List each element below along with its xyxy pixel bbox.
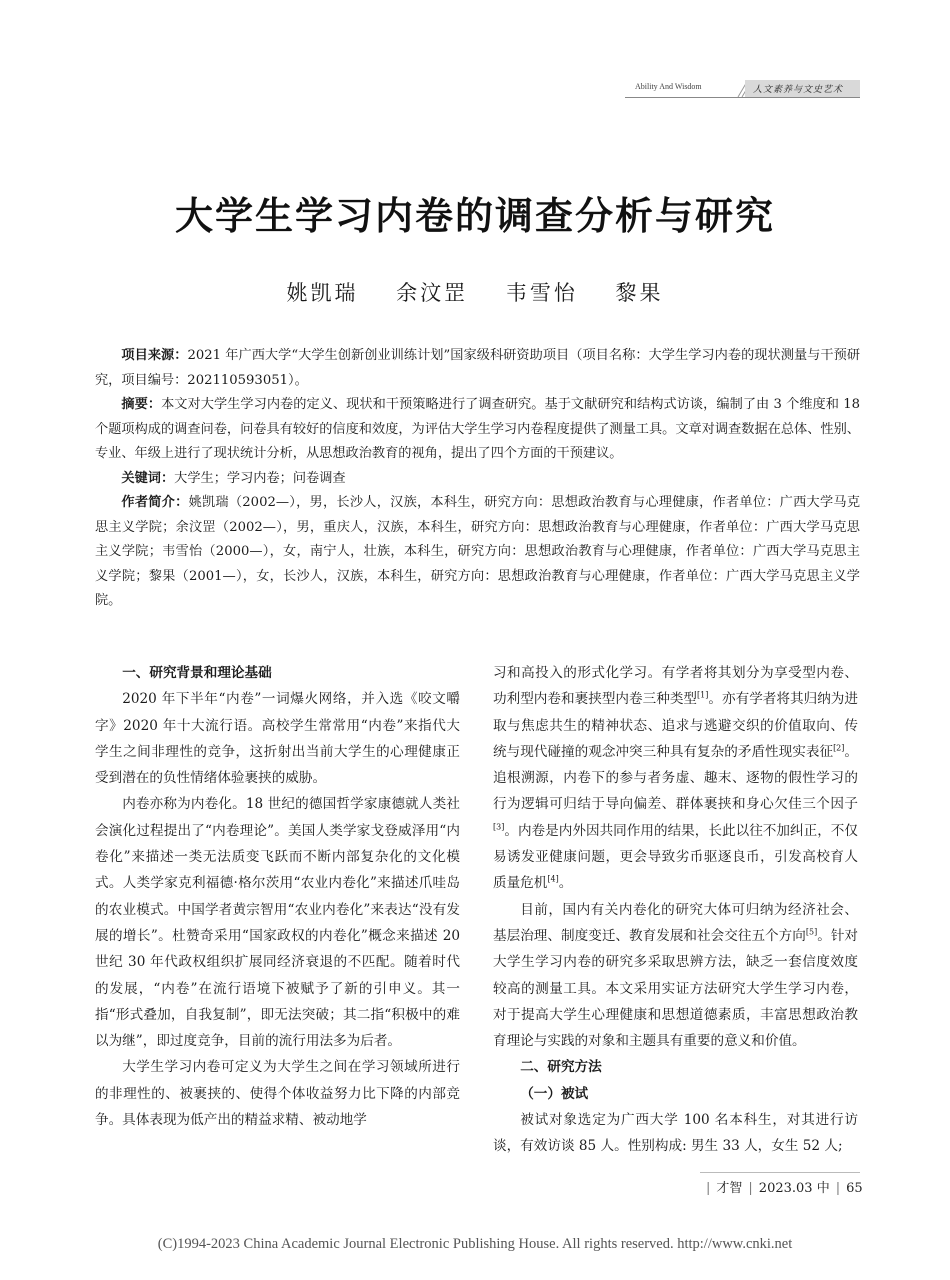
- author-list: [0, 277, 950, 307]
- text-run: 。内卷是内外因共同作用的结果，长此以往不加纠正，不仅易诱发亚健康问题，更会导致劣币驱逐良币，引发高校育人质量危机: [493, 822, 858, 892]
- keywords-label: 关键词：: [121, 470, 175, 486]
- header-rule: [625, 97, 860, 98]
- footer-issue: 2023.03 中: [758, 1181, 830, 1196]
- author-name: 姚凯瑞: [286, 281, 359, 305]
- paragraph: [493, 660, 858, 897]
- footer-separator: |: [706, 1181, 711, 1196]
- running-header: [625, 80, 860, 97]
- keywords: [95, 467, 860, 492]
- project-label: 项目来源：: [121, 348, 188, 363]
- text-run: 。针对大学生学习内卷的研究多采取思辨方法，缺乏一套信度效度较高的测量工具。本文采用实证方法研究大学生学习内卷，对于提高大学生心理健康和思想道德素质，丰富思想政治教育理论与实践的对象和主题具有重要的意义和价值。: [493, 927, 859, 1050]
- author-name: 余汶罡: [396, 281, 469, 305]
- citation: [3]: [493, 822, 505, 832]
- footer-rule: [700, 1172, 860, 1173]
- paragraph: 内卷亦称为内卷化。18 世纪的德国哲学家康德就人类社会演化过程提出了“内卷理论”。美国人类学家戈登威泽用“内卷化”来描述一类无法质变飞跃而不断内部复杂化的文化模式。人类学家克利福德·格尔茨用“农业内卷化”来描述爪哇岛的农业模式。中国学者黄宗智用“农业内卷化”来表达“没有发展的增长”。杜赞奇采用“国家政权的内卷化”概念来描述 20 世纪 30 年代政权组织扩展同经济衰退的不匹配。随着时代的发展，“内卷”在流行语境下被赋予了新的引申义。其一指“形式叠加，自我复制”，即无法突破；其二指“积极中的难以为继”，即过度竞争，目前的流行用法多为后者。: [95, 796, 460, 1050]
- page-number: 65: [846, 1181, 863, 1196]
- abstract-text: 本文对大学生学习内卷的定义、现状和干预策略进行了调查研究。基于文献研究和结构式访谈，编制了由 3 个维度和 18 个题项构成的调查问卷，问卷具有较好的信度和效度，为评估大学生学习内卷程度提供了测量工具。文章对调查数据在总体、性别、专业、年级上进行了现状统计分析，从思想政治教育的视角，提出了四个方面的干预建议。: [95, 397, 860, 461]
- paragraph: 2020 年下半年“内卷”一词爆火网络，并入选《咬文嚼字》2020 年十大流行语。高校学生常常用“内卷”来指代大学生之间非理性的竞争，这折射出当前大学生的心理健康正受到潜在的负性情绪体验裹挟的威胁。: [95, 691, 460, 787]
- paragraph: 被试对象选定为广西大学 100 名本科生，对其进行访谈，有效访谈 85 人。性别构成: 男生 33 人，女生 52 人;: [493, 1112, 858, 1155]
- text-run: 。: [558, 875, 573, 892]
- body-column-right: [493, 660, 858, 1160]
- section-label: 人文素养与文史艺术: [753, 85, 844, 95]
- author-name: 黎果: [615, 281, 664, 305]
- project-source: [95, 344, 860, 393]
- paragraph: 大学生学习内卷可定义为大学生之间在学习领域所进行的非理性的、被裹挟的、使得个体收益努力比下降的内部竞争。具体表现为低产出的精益求精、被动地学: [95, 1059, 460, 1129]
- author-name: 韦雪怡: [505, 281, 578, 305]
- paragraph: [493, 897, 858, 1055]
- footer-journal: 才智: [716, 1181, 743, 1196]
- text-run: 目前，国内有关内卷化的研究大体可归纳为经济社会、基层治理、制度变迁、教育发展和社会交往五个方向: [493, 901, 858, 944]
- subsection-heading: （一）被试: [520, 1085, 589, 1102]
- citation: [4]: [547, 874, 559, 884]
- text-run: 。追根溯源，内卷下的参与者务虚、趣末、逐物的假性学习的行为逻辑可归结于导向偏差、群体裹挟和身心欠佳三个因子: [493, 743, 859, 813]
- front-matter: [95, 344, 860, 614]
- copyright-notice: (C)1994-2023 China Academic Journal Electronic Publishing House. All rights reserved. http://www.cnki.net: [157, 1236, 793, 1252]
- author-bio: [95, 491, 860, 614]
- bio-label: 作者简介：: [121, 495, 189, 510]
- section-heading: 二、研究方法: [520, 1059, 602, 1076]
- abstract-label: 摘要：: [121, 397, 162, 412]
- section-heading: 一、研究背景和理论基础: [122, 665, 272, 681]
- page-footer: [700, 1177, 863, 1196]
- citation: [2]: [833, 743, 845, 753]
- footer-separator: |: [748, 1181, 753, 1196]
- abstract: [95, 393, 860, 467]
- project-text: 2021 年广西大学“大学生创新创业训练计划”国家级科研资助项目（项目名称：大学生学习内卷的现状测量与干预研究，项目编号：202110593051）。: [95, 348, 861, 388]
- footer-separator: |: [835, 1181, 841, 1196]
- text-run: 。亦有学者将其归纳为进取与焦虑共生的精神状态、追求与逃避交织的价值取向、传统与现代碰撞的观念冲突三种具有复杂的矛盾性现实表征: [493, 691, 858, 760]
- keywords-text: 大学生；学习内卷；问卷调查: [174, 470, 346, 486]
- citation: [5]: [805, 927, 818, 937]
- text-run: 习和高投入的形式化学习。有学者将其划分为享受型内卷、功利型内卷和裹挟型内卷三种类型: [493, 665, 858, 708]
- bio-text: 姚凯瑞（2002—），男，长沙人，汉族，本科生，研究方向：思想政治教育与心理健康，作者单位：广西大学马克思主义学院；余汶罡（2002—），男，重庆人，汉族，本科生，研究方向：思想政治教育与心理健康，作者单位：广西大学马克思主义学院；韦雪怡（2000—），女，南宁人，壮族，本科生，研究方向：思想政治教育与心理健康，作者单位：广西大学马克思主义学院；黎果（2001—），女，长沙人，汉族，本科生，研究方向：思想政治教育与心理健康，作者单位：广西大学马克思主义学院。: [95, 495, 861, 608]
- citation: [1]: [697, 690, 709, 700]
- journal-english-name: Ability And Wisdom: [635, 82, 702, 91]
- article-title: 大学生学习内卷的调查分析与研究: [174, 194, 775, 238]
- body-column-left: [95, 660, 460, 1133]
